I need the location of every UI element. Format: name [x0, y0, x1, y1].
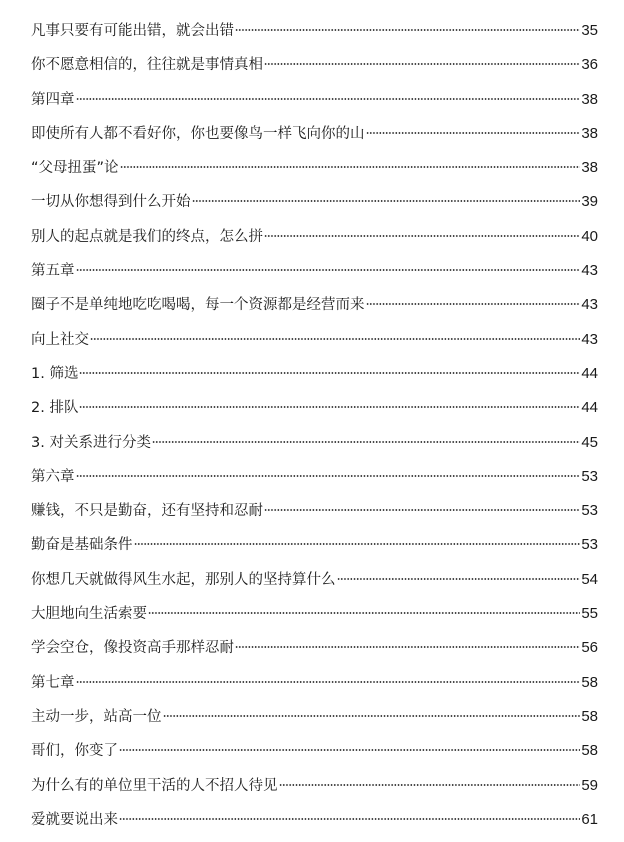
toc-dot-leader [264, 508, 580, 512]
toc-entry-title: 圈子不是单纯地吃吃喝喝，每一个资源都是经营而来 [31, 297, 365, 314]
toc-entry-title: 勤奋是基础条件 [31, 537, 133, 554]
toc-entry[interactable] [31, 151, 598, 185]
toc-dot-leader [119, 817, 580, 821]
toc-entry-title: 你不愿意相信的，往往就是事情真相 [31, 57, 263, 74]
toc-entry-title: 即使所有人都不看好你，你也要像鸟一样飞向你的山 [31, 125, 365, 142]
toc-entry[interactable] [31, 494, 598, 528]
toc-dot-leader [235, 28, 580, 32]
toc-entry-title: 爱就要说出来 [31, 811, 118, 828]
toc-dot-leader [366, 302, 581, 306]
toc-entry-page: 38 [581, 90, 598, 108]
toc-entry-page: 54 [581, 570, 598, 588]
toc-entry[interactable] [31, 323, 598, 357]
toc-entry[interactable] [31, 288, 598, 322]
toc-entry-title: 学会空仓，像投资高手那样忍耐 [31, 640, 234, 657]
toc-entry-page: 38 [581, 124, 598, 142]
toc-dot-leader [264, 62, 580, 66]
toc-entry-title: 3. 对关系进行分类 [31, 434, 151, 451]
toc-entry[interactable] [31, 185, 598, 219]
toc-entry-title: 向上社交 [31, 331, 89, 348]
toc-entry-title: 你想几天就做得风生水起，那别人的坚持算什么 [31, 571, 336, 588]
toc-dot-leader [76, 97, 581, 101]
toc-entry-title: “父母扭蛋”论 [31, 160, 119, 177]
toc-entry-page: 53 [581, 502, 598, 520]
toc-entry-title: 2. 排队 [31, 400, 79, 417]
toc-entry[interactable] [31, 460, 598, 494]
toc-entry-title: 主动一步，站高一位 [31, 708, 162, 725]
toc-entry-title: 赚钱，不只是勤奋，还有坚持和忍耐 [31, 503, 263, 520]
toc-entry-page: 44 [581, 364, 598, 382]
toc-entry-title: 凡事只要有可能出错，就会出错 [31, 23, 234, 39]
toc-dot-leader [337, 577, 581, 581]
toc-entry-title: 1. 筛选 [31, 365, 79, 382]
toc-entry[interactable] [31, 83, 598, 117]
toc-entry-page: 43 [581, 330, 598, 348]
toc-entry-page: 35 [581, 22, 598, 39]
toc-entry[interactable] [31, 563, 598, 597]
toc-dot-leader [79, 405, 580, 409]
toc-entry[interactable] [31, 48, 598, 82]
toc-entry[interactable] [31, 700, 598, 734]
toc-entry-page: 58 [581, 742, 598, 760]
toc-dot-leader [134, 542, 581, 546]
table-of-contents [31, 14, 598, 837]
toc-entry[interactable] [31, 769, 598, 803]
toc-entry[interactable] [31, 528, 598, 562]
toc-entry-page: 40 [581, 227, 598, 245]
toc-dot-leader [76, 680, 581, 684]
toc-dot-leader [366, 131, 581, 135]
toc-entry-title: 第六章 [31, 468, 75, 485]
toc-entry[interactable] [31, 734, 598, 768]
toc-entry[interactable] [31, 357, 598, 391]
toc-entry-title: 哥们，你变了 [31, 743, 118, 760]
toc-entry[interactable] [31, 391, 598, 425]
toc-entry[interactable] [31, 803, 598, 837]
toc-entry[interactable] [31, 117, 598, 151]
toc-dot-leader [120, 165, 581, 169]
toc-dot-leader [76, 474, 581, 478]
toc-entry[interactable] [31, 254, 598, 288]
toc-entry-page: 53 [581, 467, 598, 485]
toc-entry-page: 58 [581, 673, 598, 691]
toc-entry-page: 39 [581, 193, 598, 211]
toc-entry-page: 55 [581, 605, 598, 623]
toc-entry-title: 第四章 [31, 91, 75, 108]
toc-entry-page: 45 [581, 433, 598, 451]
toc-entry[interactable] [31, 14, 598, 48]
toc-entry-title: 别人的起点就是我们的终点，怎么拼 [31, 228, 263, 245]
toc-entry[interactable] [31, 426, 598, 460]
toc-entry[interactable] [31, 597, 598, 631]
toc-dot-leader [152, 440, 580, 444]
toc-dot-leader [279, 783, 581, 787]
toc-dot-leader [148, 611, 580, 615]
toc-entry-page: 38 [581, 159, 598, 177]
toc-dot-leader [76, 268, 581, 272]
toc-entry-page: 61 [581, 810, 598, 828]
toc-entry-page: 56 [581, 639, 598, 657]
toc-dot-leader [79, 371, 580, 375]
toc-entry-title: 第五章 [31, 263, 75, 280]
toc-entry[interactable] [31, 631, 598, 665]
toc-entry[interactable] [31, 220, 598, 254]
toc-entry-title: 第七章 [31, 674, 75, 691]
toc-dot-leader [192, 199, 581, 203]
toc-entry-page: 59 [581, 776, 598, 794]
toc-dot-leader [235, 645, 580, 649]
toc-dot-leader [119, 748, 580, 752]
toc-entry-page: 44 [581, 399, 598, 417]
toc-entry-page: 58 [581, 707, 598, 725]
toc-entry-title: 大胆地向生活索要 [31, 606, 147, 623]
toc-entry-page: 43 [581, 296, 598, 314]
toc-dot-leader [163, 714, 581, 718]
toc-entry-title: 一切从你想得到什么开始 [31, 194, 191, 211]
toc-dot-leader [90, 337, 580, 341]
toc-entry[interactable] [31, 666, 598, 700]
toc-entry-title: 为什么有的单位里干活的人不招人待见 [31, 777, 278, 794]
toc-entry-page: 36 [581, 56, 598, 74]
toc-entry-page: 43 [581, 262, 598, 280]
toc-dot-leader [264, 234, 580, 238]
toc-entry-page: 53 [581, 536, 598, 554]
